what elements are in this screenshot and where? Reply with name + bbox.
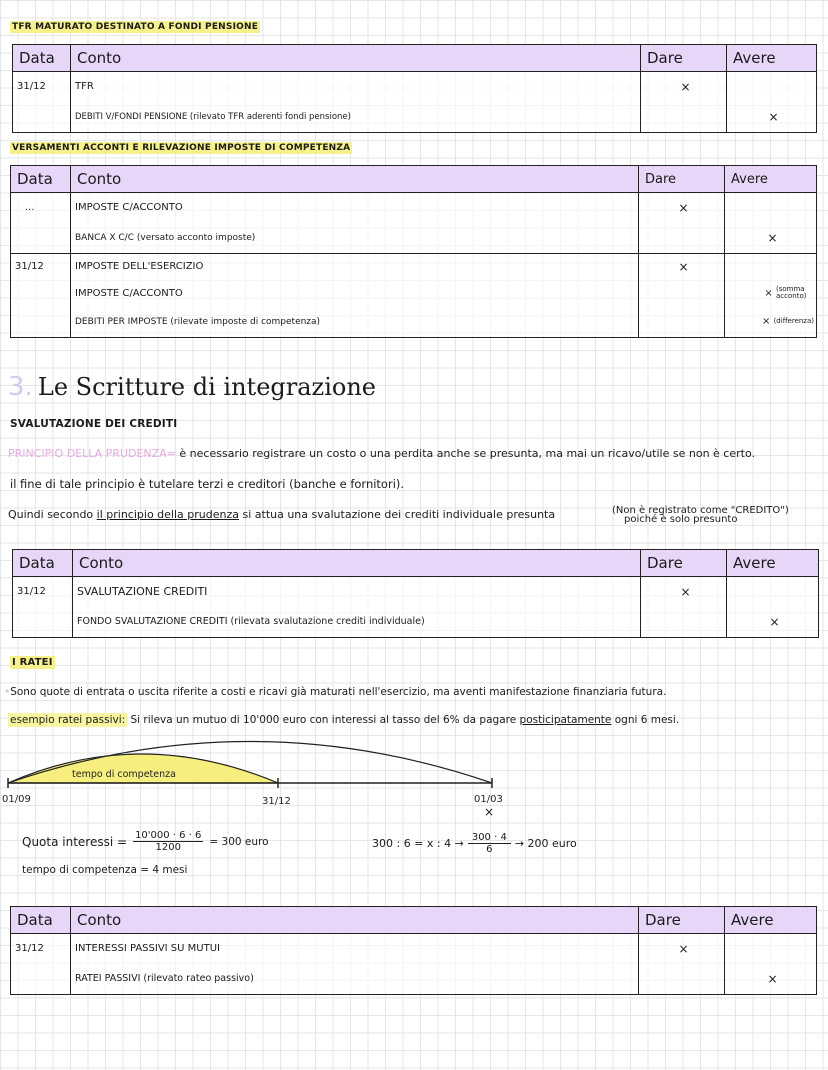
table-row bbox=[13, 577, 819, 638]
proportion-formula bbox=[372, 832, 577, 855]
avere-mark bbox=[725, 254, 814, 280]
row-account: IMPOSTE C/ACCONTO bbox=[75, 288, 183, 299]
dare-mark bbox=[641, 607, 726, 637]
avere-mark: × bbox=[768, 110, 779, 124]
table-row bbox=[13, 72, 817, 133]
prudence-principle-line bbox=[8, 447, 755, 460]
page-title: Le Scritture di integrazione bbox=[37, 373, 376, 401]
principle-label: PRINCIPIO DELLA PRUDENZA= bbox=[8, 447, 176, 460]
proportion-result: → 200 euro bbox=[514, 837, 577, 850]
interest-formula bbox=[22, 830, 269, 853]
ratei-definition bbox=[4, 686, 666, 698]
tfr-ledger-table bbox=[12, 44, 817, 133]
svalutazione-subheading: SVALUTAZIONE DEI CREDITI bbox=[10, 418, 178, 430]
header-conto: Conto bbox=[73, 550, 641, 577]
row-date: 31/12 bbox=[17, 586, 46, 597]
example-label: esempio ratei passivi: bbox=[10, 714, 126, 726]
dare-mark bbox=[641, 102, 726, 132]
dare-mark: × bbox=[678, 942, 689, 956]
quindi-line bbox=[8, 508, 555, 521]
row-account: IMPOSTE DELL'ESERCIZIO bbox=[75, 261, 204, 272]
competence-timeline bbox=[0, 740, 828, 820]
header-dare: Dare bbox=[639, 166, 725, 193]
row-date: 31/12 bbox=[17, 81, 46, 92]
avere-mark: × bbox=[767, 231, 778, 245]
purpose-line: il fine di tale principio è tutelare terzi e creditori (banche e fornitori). bbox=[10, 477, 405, 491]
header-dare: Dare bbox=[639, 907, 725, 934]
proportion-numerator: 300 · 4 bbox=[468, 832, 511, 844]
header-avere: Avere bbox=[725, 166, 817, 193]
avere-mark: × bbox=[767, 972, 778, 986]
avere-mark: × bbox=[769, 615, 780, 629]
row-date bbox=[11, 223, 70, 253]
avere-cell bbox=[725, 308, 814, 336]
quindi-note bbox=[612, 505, 789, 525]
quindi-note-line1: (Non è registrato come "CREDITO") bbox=[612, 505, 789, 516]
header-conto: Conto bbox=[71, 166, 639, 193]
competence-time-note: tempo di competenza = 4 mesi bbox=[22, 864, 188, 876]
header-data: Data bbox=[11, 907, 71, 934]
ratei-definition-text: Sono quote di entrata o uscita riferite a costi e ricavi già maturati nell'esercizio, ma aventi manifestazione finanziaria futura. bbox=[10, 686, 667, 698]
header-conto: Conto bbox=[71, 45, 641, 72]
header-conto: Conto bbox=[71, 907, 639, 934]
dare-mark: × bbox=[678, 201, 689, 215]
imposte-ledger-table bbox=[10, 165, 817, 338]
bullet-dot: • bbox=[4, 686, 11, 698]
dare-mark bbox=[639, 280, 724, 308]
quindi-post: si attua una svalutazione dei crediti individuale presunta bbox=[238, 508, 556, 521]
formula-label: Quota interessi = bbox=[22, 834, 128, 849]
formula-numerator: 10'000 · 6 · 6 bbox=[135, 830, 202, 841]
principle-text: è necessario registrare un costo o una perdita anche se presunta, ma mai un ricavo/utile se non è certo. bbox=[175, 447, 755, 460]
formula-fraction bbox=[133, 830, 203, 853]
ratei-title: I RATEI bbox=[12, 657, 53, 668]
row-account: DEBITI PER IMPOSTE (rilevate imposte di competenza) bbox=[75, 317, 321, 327]
row-date: 31/12 bbox=[15, 261, 44, 272]
proportion-left: 300 : 6 = x : 4 → bbox=[372, 837, 464, 850]
formula-result: = 300 euro bbox=[209, 835, 269, 848]
avere-mark bbox=[727, 577, 818, 607]
section1-title: TFR MATURATO DESTINATO A FONDI PENSIONE bbox=[12, 22, 259, 32]
header-avere: Avere bbox=[725, 907, 817, 934]
avere-mark bbox=[727, 72, 816, 102]
table-row bbox=[11, 193, 817, 254]
example-text: Si rileva un mutuo di 10'000 euro con interessi al tasso del 6% da pagare bbox=[127, 714, 520, 726]
example-end: ogni 6 mesi. bbox=[611, 714, 680, 726]
avere-note-differenza: (differenza) bbox=[773, 316, 814, 325]
quindi-pre: Quindi secondo bbox=[8, 508, 97, 521]
row-date: 31/12 bbox=[15, 943, 44, 954]
formula-denominator: 1200 bbox=[155, 842, 181, 853]
header-data: Data bbox=[11, 166, 71, 193]
header-dare: Dare bbox=[641, 45, 727, 72]
avere-cell bbox=[725, 280, 814, 308]
svalutazione-ledger-table bbox=[12, 549, 819, 638]
section3-heading bbox=[8, 372, 376, 402]
dare-mark bbox=[639, 964, 724, 994]
dare-mark bbox=[639, 308, 724, 336]
ratei-ledger-table bbox=[10, 906, 817, 995]
ratei-example bbox=[8, 714, 679, 726]
example-underline: posticipatamente bbox=[519, 714, 612, 726]
avere-mark: × bbox=[764, 288, 773, 299]
row-date bbox=[13, 607, 72, 637]
avere-mark: × bbox=[762, 316, 771, 327]
row-account: IMPOSTE C/ACCONTO bbox=[75, 202, 183, 213]
dare-mark bbox=[639, 223, 724, 253]
dare-mark: × bbox=[678, 260, 689, 274]
timeline-start-label: 01/09 bbox=[2, 794, 31, 805]
row-account: FONDO SVALUTAZIONE CREDITI (rilevata svalutazione crediti individuale) bbox=[77, 616, 425, 627]
avere-mark bbox=[725, 193, 816, 223]
row-date bbox=[11, 964, 70, 994]
dare-mark: × bbox=[680, 80, 691, 94]
timeline-end-mark: × bbox=[484, 805, 495, 819]
section2-title: VERSAMENTI ACCONTI E RILEVAZIONE IMPOSTE DI COMPETENZA bbox=[12, 143, 351, 153]
quindi-note-line2: poiché è solo presunto bbox=[624, 514, 738, 525]
row-account: TFR bbox=[75, 81, 94, 92]
row-account: INTERESSI PASSIVI SU MUTUI bbox=[75, 943, 220, 954]
avere-mark bbox=[725, 934, 816, 964]
row-account: RATEI PASSIVI (rilevato rateo passivo) bbox=[75, 973, 254, 984]
avere-note-somma: (somma acconto) bbox=[776, 285, 807, 300]
row-date: ... bbox=[25, 202, 35, 213]
timeline-end-label: 01/03 bbox=[474, 794, 503, 805]
row-account: SVALUTAZIONE CREDITI bbox=[77, 585, 208, 598]
header-data: Data bbox=[13, 45, 71, 72]
header-avere: Avere bbox=[727, 550, 819, 577]
quindi-underlined: il principio della prudenza bbox=[96, 508, 239, 521]
header-dare: Dare bbox=[641, 550, 727, 577]
proportion-fraction bbox=[468, 832, 511, 855]
header-data: Data bbox=[13, 550, 73, 577]
table-row bbox=[11, 254, 817, 338]
dare-mark: × bbox=[680, 585, 691, 599]
table-row bbox=[11, 934, 817, 995]
row-account: DEBITI V/FONDI PENSIONE (rilevato TFR aderenti fondi pensione) bbox=[75, 112, 351, 122]
competence-label: tempo di competenza bbox=[72, 769, 176, 780]
row-date bbox=[13, 102, 70, 132]
proportion-denominator: 6 bbox=[486, 844, 493, 855]
row-account: BANCA X C/C (versato acconto imposte) bbox=[75, 233, 256, 243]
timeline-mid-label: 31/12 bbox=[262, 796, 291, 807]
section-number: 3. bbox=[8, 372, 33, 402]
header-avere: Avere bbox=[727, 45, 817, 72]
